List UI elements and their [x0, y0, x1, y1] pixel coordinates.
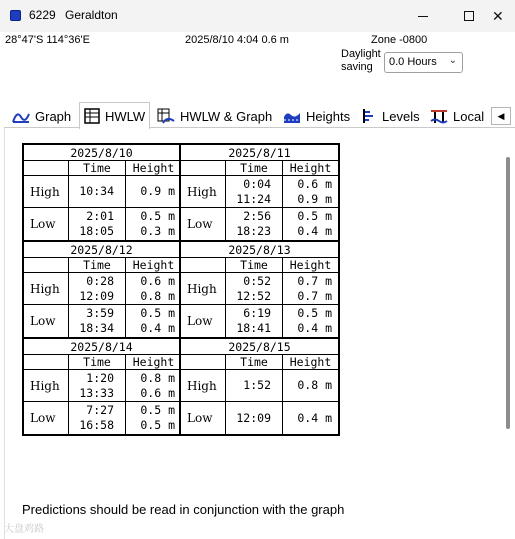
- kind-header: [181, 355, 225, 370]
- high-time: 1:20: [86, 370, 114, 385]
- high-height: 0.6 m: [297, 176, 332, 191]
- header-row: [24, 161, 179, 176]
- high-heights-cell: [125, 273, 181, 304]
- station-id: 6229: [29, 8, 56, 22]
- time-header: Time: [68, 355, 125, 370]
- low-row: [181, 402, 338, 434]
- local-tab-icon: [430, 108, 448, 124]
- height-header: Height: [282, 355, 338, 370]
- high-height: 0.9 m: [297, 191, 332, 206]
- low-height: 0.4 m: [140, 321, 175, 335]
- zone-readout: Zone -0800: [371, 34, 428, 46]
- time-header: Time: [68, 161, 125, 176]
- day-block: [24, 145, 181, 242]
- low-time: 18:05: [79, 224, 114, 238]
- minimize-icon: [418, 16, 428, 17]
- height-header: Height: [282, 258, 338, 273]
- high-times-cell: [68, 176, 125, 207]
- high-time: 0:28: [86, 273, 114, 288]
- high-heights-cell: [282, 273, 338, 304]
- low-heights-cell: [282, 305, 338, 337]
- low-times-cell: [225, 208, 282, 240]
- low-time: 2:56: [243, 209, 271, 223]
- station-name: Geraldton: [65, 8, 118, 22]
- tab-hwlw[interactable]: [79, 102, 150, 129]
- low-time: 7:27: [86, 403, 114, 417]
- low-row: [181, 305, 338, 337]
- watermark: 大盘鸡路: [4, 524, 44, 535]
- high-times-cell: [225, 176, 282, 207]
- close-button[interactable]: [492, 0, 515, 32]
- maximize-button[interactable]: [446, 0, 492, 32]
- low-time: 6:19: [243, 306, 271, 320]
- low-label: Low: [187, 314, 213, 328]
- low-time: 18:23: [236, 224, 271, 238]
- header-row: [181, 355, 338, 370]
- high-time: 0:04: [243, 176, 271, 191]
- low-row: [181, 208, 338, 240]
- dst-selected-value: 0.0 Hours: [389, 56, 437, 68]
- high-row: [24, 176, 179, 208]
- day-block: [181, 339, 338, 434]
- day-block: [181, 145, 338, 242]
- high-time: 13:33: [79, 385, 114, 400]
- graph-tab-icon: [12, 108, 30, 124]
- low-time: 18:34: [79, 321, 114, 335]
- high-time: 1:52: [243, 378, 271, 392]
- kind-header: [24, 161, 68, 176]
- high-row: [181, 370, 338, 402]
- high-heights-cell: [125, 176, 181, 207]
- height-header: Height: [125, 355, 181, 370]
- low-height: 0.4 m: [297, 321, 332, 335]
- low-height: 0.5 m: [297, 306, 332, 320]
- low-time: 16:58: [79, 418, 114, 432]
- high-heights-cell: [282, 176, 338, 207]
- high-height: 0.6 m: [140, 273, 175, 288]
- low-height: 0.5 m: [140, 418, 175, 432]
- height-header: Height: [125, 258, 181, 273]
- high-times-cell: [68, 370, 125, 401]
- low-time: 12:09: [236, 410, 271, 425]
- time-header: Time: [225, 355, 282, 370]
- chevron-down-icon: ⌄: [448, 55, 457, 66]
- tab-hwlw-label: HWLW: [105, 108, 146, 124]
- triangle-left-icon: ◀: [497, 110, 505, 121]
- low-label: Low: [187, 411, 213, 425]
- high-times-cell: [225, 273, 282, 304]
- daylight-saving-label: [341, 48, 381, 74]
- high-label: High: [30, 378, 60, 393]
- tab-local-label: Local: [453, 108, 485, 124]
- tab-graph-label: Graph: [35, 108, 72, 124]
- table-tab-icon: [84, 108, 100, 124]
- height-header: Height: [125, 161, 181, 176]
- dst-label-line1: Daylight: [341, 48, 381, 60]
- header-row: [24, 258, 179, 273]
- kind-header: [24, 355, 68, 370]
- footer-note: Predictions should be read in conjunction with the graph: [22, 502, 345, 517]
- header-row: [181, 161, 338, 176]
- low-label: Low: [187, 217, 213, 231]
- low-times-cell: [225, 305, 282, 337]
- app-icon: [10, 10, 21, 21]
- low-height: 0.5 m: [140, 306, 175, 320]
- low-times-cell: [68, 305, 125, 337]
- low-times-cell: [68, 402, 125, 434]
- high-heights-cell: [125, 370, 181, 401]
- high-label: High: [187, 281, 217, 296]
- time-header: Time: [225, 258, 282, 273]
- low-heights-cell: [282, 402, 338, 434]
- tab-scroll-left-button[interactable]: [491, 107, 511, 125]
- high-time: 11:24: [236, 191, 271, 206]
- low-row: [24, 208, 179, 240]
- vertical-scrollbar[interactable]: [506, 157, 510, 429]
- day-date: 2025/8/11: [181, 145, 338, 161]
- dst-label-line2: saving: [341, 61, 373, 73]
- high-row: [24, 273, 179, 305]
- tab-heights[interactable]: [283, 105, 350, 127]
- low-height: 0.5 m: [140, 209, 175, 223]
- datetime-readout: 2025/8/10 4:04 0.6 m: [185, 34, 289, 46]
- height-header: Height: [282, 161, 338, 176]
- high-heights-cell: [282, 370, 338, 401]
- tab-strip: [0, 102, 515, 128]
- low-time: 2:01: [86, 209, 114, 223]
- low-row: [24, 305, 179, 337]
- maximize-icon: [464, 11, 474, 21]
- tab-levels[interactable]: [361, 105, 420, 127]
- tab-heights-label: Heights: [306, 108, 351, 124]
- tab-levels-label: Levels: [382, 108, 420, 124]
- high-row: [181, 273, 338, 305]
- close-icon: ✕: [492, 7, 504, 24]
- high-label: High: [30, 184, 60, 199]
- tab-graph[interactable]: [12, 105, 71, 127]
- time-header: Time: [68, 258, 125, 273]
- high-row: [181, 176, 338, 208]
- high-height: 0.8 m: [140, 288, 175, 303]
- tab-local[interactable]: [430, 105, 484, 127]
- kind-header: [181, 161, 225, 176]
- kind-header: [181, 258, 225, 273]
- high-time: 12:52: [236, 288, 271, 303]
- low-heights-cell: [125, 402, 181, 434]
- tab-hwlw-graph-label: HWLW & Graph: [180, 108, 273, 124]
- high-height: 0.6 m: [140, 385, 175, 400]
- levels-tab-icon: [361, 108, 377, 124]
- day-block: [181, 242, 338, 339]
- kind-header: [24, 258, 68, 273]
- low-height: 0.3 m: [140, 224, 175, 238]
- low-times-cell: [68, 208, 125, 240]
- high-times-cell: [68, 273, 125, 304]
- tab-hwlw-graph[interactable]: [157, 105, 272, 127]
- high-height: 0.7 m: [297, 273, 332, 288]
- low-label: Low: [30, 411, 56, 425]
- high-height: 0.8 m: [297, 378, 332, 392]
- high-time: 10:34: [79, 184, 114, 198]
- title-bar: [0, 0, 515, 32]
- position-readout: 28°47'S 114°36'E: [5, 34, 90, 46]
- low-label: Low: [30, 217, 56, 231]
- heights-tab-icon: [283, 108, 301, 124]
- low-label: Low: [30, 314, 56, 328]
- high-label: High: [187, 378, 217, 393]
- daylight-saving-select[interactable]: [384, 52, 463, 73]
- high-height: 0.9 m: [140, 184, 175, 198]
- high-time: 12:09: [79, 288, 114, 303]
- low-heights-cell: [125, 208, 181, 240]
- day-date: 2025/8/15: [181, 339, 338, 355]
- high-row: [24, 370, 179, 402]
- low-height: 0.4 m: [297, 410, 332, 425]
- low-height: 0.5 m: [140, 403, 175, 417]
- high-height: 0.7 m: [297, 288, 332, 303]
- day-block: [24, 242, 181, 339]
- high-times-cell: [225, 370, 282, 401]
- day-date: 2025/8/10: [24, 145, 179, 161]
- day-date: 2025/8/12: [24, 242, 179, 258]
- low-row: [24, 402, 179, 434]
- low-time: 18:41: [236, 321, 271, 335]
- day-date: 2025/8/14: [24, 339, 179, 355]
- low-time: 3:59: [86, 306, 114, 320]
- high-time: 0:52: [243, 273, 271, 288]
- low-heights-cell: [125, 305, 181, 337]
- low-heights-cell: [282, 208, 338, 240]
- low-height: 0.5 m: [297, 209, 332, 223]
- high-label: High: [30, 281, 60, 296]
- header-row: [181, 258, 338, 273]
- low-times-cell: [225, 402, 282, 434]
- day-date: 2025/8/13: [181, 242, 338, 258]
- table-graph-tab-icon: [157, 108, 175, 124]
- minimize-button[interactable]: [400, 0, 446, 32]
- low-height: 0.4 m: [297, 224, 332, 238]
- header-row: [24, 355, 179, 370]
- high-label: High: [187, 184, 217, 199]
- high-height: 0.8 m: [140, 370, 175, 385]
- hwlw-table: [22, 143, 340, 436]
- day-block: [24, 339, 181, 434]
- time-header: Time: [225, 161, 282, 176]
